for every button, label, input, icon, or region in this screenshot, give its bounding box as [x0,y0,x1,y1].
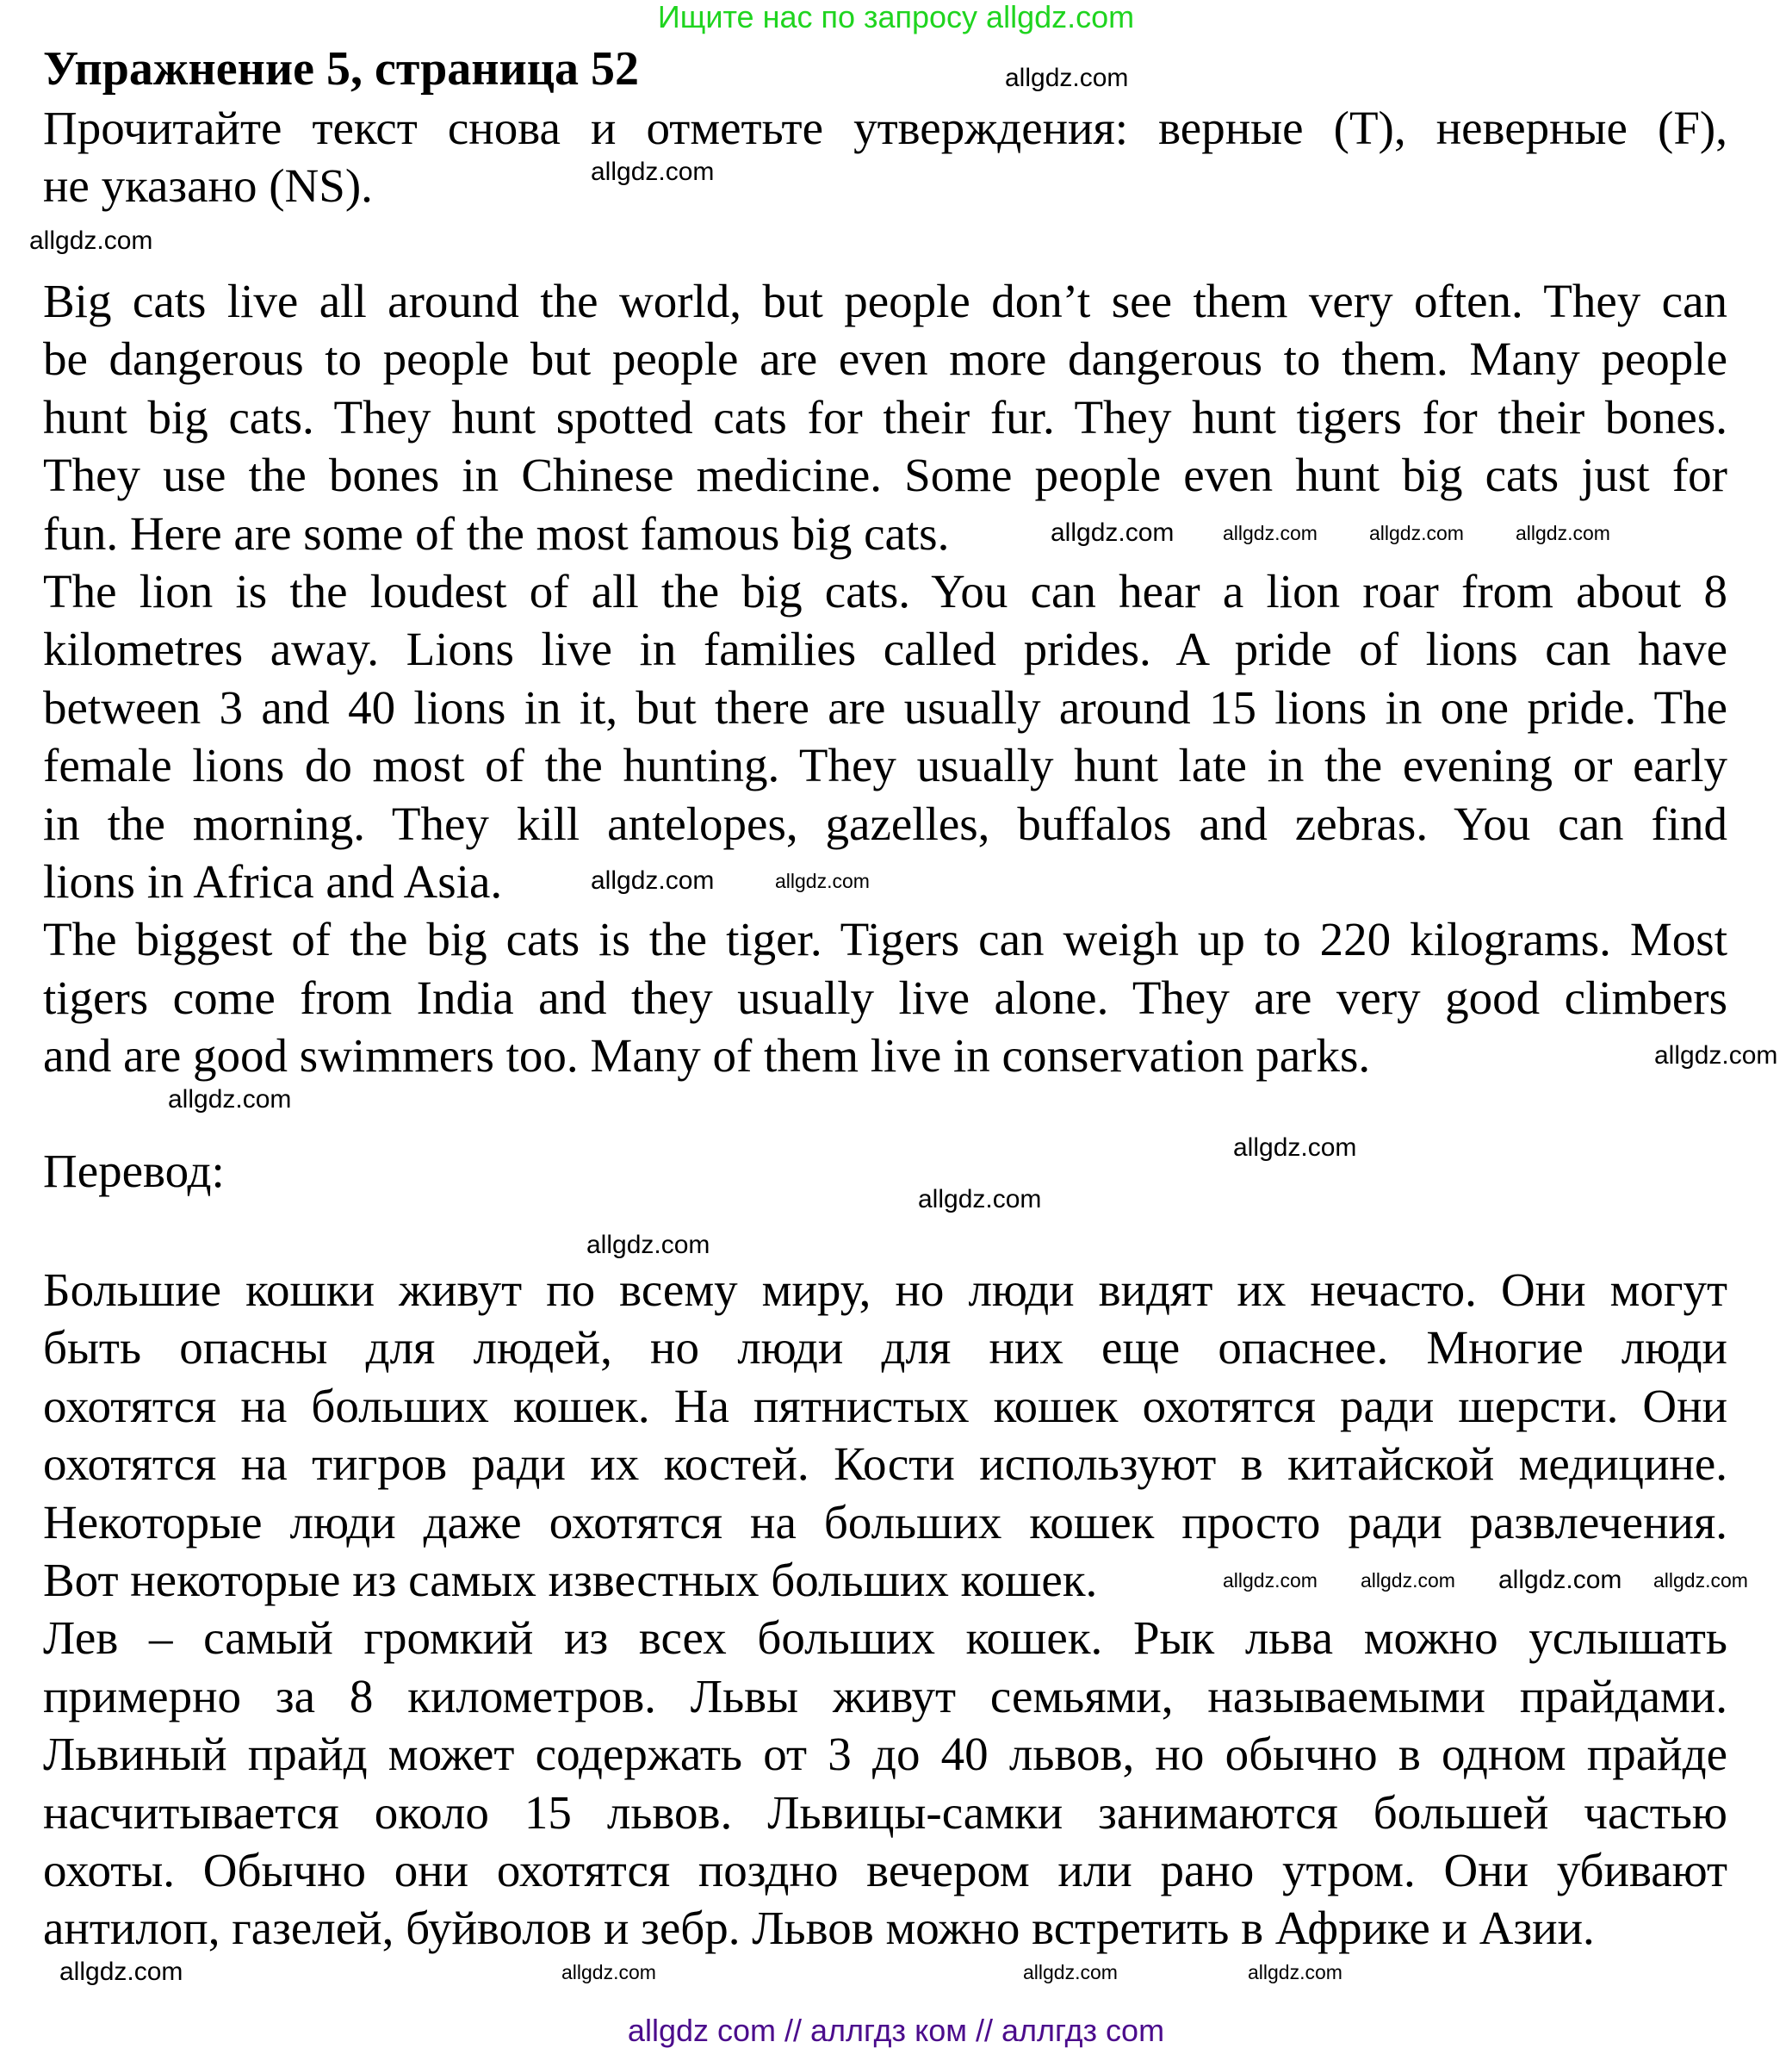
watermark: allgdz.com [1051,518,1175,547]
english-text-line: kilometres away. Lions live in families called prides. A pride of lions can have [43,623,1727,676]
russian-text-line: примерно за 8 километров. Львы живут семьями, называемыми прайдами. [43,1669,1727,1722]
watermark: allgdz.com [59,1958,183,1986]
watermark: allgdz.com [1369,522,1464,544]
watermark: allgdz.com [1516,522,1610,544]
watermark: allgdz.com [168,1085,292,1114]
watermark: allgdz.com [918,1185,1042,1213]
english-text-line: lions in Africa and Asia. [43,855,503,908]
english-text-line: fun. Here are some of the most famous big cats. [43,506,950,560]
russian-text-line: охоты. Обычно они охотятся поздно вечером или рано утром. Они убивают [43,1844,1727,1896]
english-text-line: They use the bones in Chinese medicine. Some people even hunt big cats just for [43,449,1727,502]
watermark: allgdz.com [1223,522,1318,544]
russian-text-line: Некоторые люди даже охотятся на больших кошек просто ради развлечения. [43,1495,1727,1548]
english-text-line: tigers come from India and they usually live alone. They are very good climbers [43,971,1727,1024]
english-text-line: hunt big cats. They hunt spotted cats for their fur. They hunt tigers for their bones. [43,390,1727,444]
russian-text-line: Большие кошки живут по всему миру, но люди видят их нечасто. Они могут [43,1263,1727,1316]
watermark: allgdz.com [1361,1569,1455,1592]
watermark: allgdz.com [586,1231,710,1259]
russian-text-line: охотятся на тигров ради их костей. Кости используют в китайской медицине. [43,1437,1727,1491]
english-text-line: The lion is the loudest of all the big cats. You can hear a lion roar from about 8 [43,565,1727,618]
english-text-line: be dangerous to people but people are even more dangerous to them. Many people [43,332,1727,386]
russian-text-line: Лев – самый громкий из всех больших кошек. Рык льва можно услышать [43,1611,1727,1665]
instruction-line: Прочитайте текст снова и отметьте утверждения: верные (T), неверные (F), [43,102,1727,154]
watermark: allgdz.com [1498,1566,1622,1594]
watermark: allgdz.com [1654,1041,1778,1070]
russian-text-line: Львиный прайд может содержать от 3 до 40 львов, но обычно в одном прайде [43,1728,1727,1781]
instruction-line: не указано (NS). [43,159,373,212]
watermark: allgdz.com [775,870,870,892]
english-text-line: The biggest of the big cats is the tiger. Tigers can weigh up to 220 kilograms. Most [43,913,1727,966]
english-text-line: Big cats live all around the world, but people don’t see them very often. They can [43,275,1727,327]
russian-text-line: антилоп, газелей, буйволов и зебр. Львов можно встретить в Африке и Азии. [43,1902,1595,1955]
watermark: allgdz.com [591,158,715,186]
russian-text-line: быть опасны для людей, но люди для них еще опаснее. Многие люди [43,1321,1727,1375]
english-text-line: between 3 and 40 lions in it, but there are usually around 15 lions in one pride. The [43,680,1727,734]
watermark: allgdz.com [1233,1133,1357,1162]
watermark: allgdz.com [29,227,153,255]
footer-links[interactable]: allgdz com // аллгдз ком // аллгдз com [627,2013,1165,2048]
watermark: allgdz.com [1248,1961,1342,1983]
russian-text-line: насчитывается около 15 львов. Львицы-самки занимаются большей частью [43,1785,1727,1839]
watermark: allgdz.com [1653,1569,1748,1592]
watermark: allgdz.com [1005,64,1129,92]
watermark: allgdz.com [1223,1569,1318,1592]
english-text-line: and are good swimmers too. Many of them live in conservation parks. [43,1029,1371,1083]
translation-heading: Перевод: [43,1145,225,1197]
russian-text-line: Вот некоторые из самых известных больших кошек. [43,1554,1098,1606]
russian-text-line: охотятся на больших кошек. На пятнистых кошек охотятся ради шерсти. Они [43,1379,1727,1432]
exercise-title: Упражнение 5, страница 52 [43,42,640,96]
english-text-line: female lions do most of the hunting. They usually hunt late in the evening or early [43,739,1727,792]
watermark: allgdz.com [591,866,715,895]
search-banner: Ищите нас по запросу allgdz.com [657,0,1135,34]
watermark: allgdz.com [561,1961,656,1983]
watermark: allgdz.com [1023,1961,1118,1983]
english-text-line: in the morning. They kill antelopes, gazelles, buffalos and zebras. You can find [43,797,1727,850]
